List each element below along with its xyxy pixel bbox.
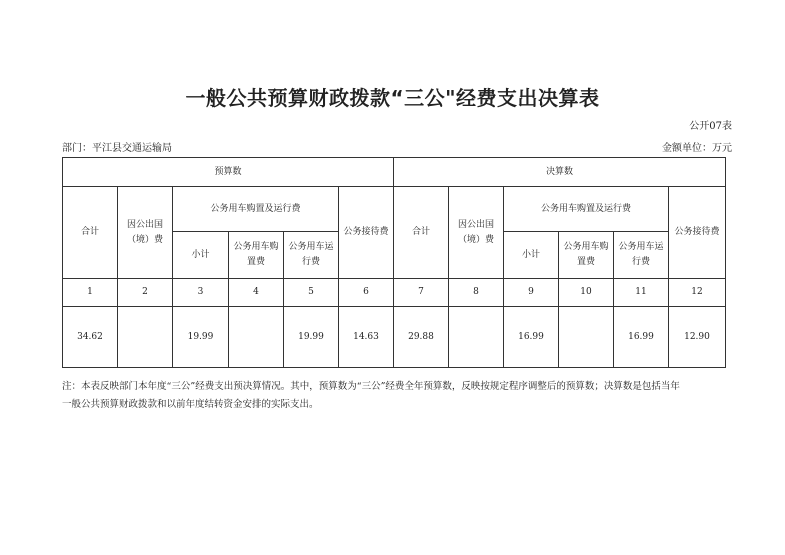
final-abroad-line1: 因公出国 [457,219,494,230]
final-abroad-header [449,187,504,279]
budget-vehicle-purchase-line2: 置费 [246,257,265,267]
budget-vehicle-operation-header [284,232,339,279]
budget-abroad-line2: （境）费 [126,234,163,245]
budget-vehicle-operation-line1: 公务用车运 [288,242,334,252]
final-total-value: 29.88 [394,307,449,368]
budget-subtotal-value: 19.99 [173,307,229,368]
col-number: 6 [339,279,394,307]
col-number: 2 [118,279,173,307]
final-abroad-value [449,307,504,368]
final-vehicle-operation-header [614,232,669,279]
budget-vehicle-purchase-line1: 公务用车购 [233,242,279,252]
final-reception-header: 公务接待费 [669,187,726,279]
final-abroad-line2: （境）费 [457,234,494,245]
final-total-header: 合计 [394,187,449,279]
final-vehicle-operation-line2: 行费 [631,257,650,267]
col-number: 5 [284,279,339,307]
final-vehicle-operation-value: 16.99 [614,307,669,368]
final-subtotal-header: 小计 [504,232,559,279]
budget-abroad-header [118,187,173,279]
budget-header: 预算数 [63,158,394,187]
budget-vehicle-purchase-value [229,307,284,368]
budget-total-value: 34.62 [63,307,118,368]
budget-subtotal-header: 小计 [173,232,229,279]
budget-abroad-value [118,307,173,368]
page-title: 一般公共预算财政拨款“三公"经费支出决算表 [185,86,600,110]
col-number: 10 [559,279,614,307]
final-vehicle-purchase-value [559,307,614,368]
col-number: 3 [173,279,229,307]
final-vehicle-purchase-line1: 公务用车购 [563,242,609,252]
table-note [62,378,734,414]
value-row [63,307,726,368]
final-vehicle-operation-line1: 公务用车运 [618,242,664,252]
col-number: 1 [63,279,118,307]
final-vehicle-purchase-header [559,232,614,279]
budget-reception-header: 公务接待费 [339,187,394,279]
final-header: 决算数 [394,158,726,187]
col-number: 8 [449,279,504,307]
form-number: 公开07表 [689,121,732,132]
budget-reception-value: 14.63 [339,307,394,368]
final-vehicle-purchase-line2: 置费 [576,257,595,267]
amount-unit-label: 金额单位：万元 [662,143,732,154]
note-line-2: 一般公共预算财政拨款和以前年度结转资金安排的实际支出。 [62,399,319,410]
budget-total-header: 合计 [63,187,118,279]
budget-vehicle-header: 公务用车购置及运行费 [173,187,339,232]
budget-vehicle-purchase-header [229,232,284,279]
column-number-row [63,279,726,307]
three-public-expenses-table [62,157,726,368]
budget-vehicle-operation-value: 19.99 [284,307,339,368]
final-subtotal-value: 16.99 [504,307,559,368]
department-label: 部门：平江县交通运输局 [62,143,172,154]
col-number: 11 [614,279,669,307]
budget-vehicle-operation-line2: 行费 [301,257,320,267]
budget-abroad-line1: 因公出国 [126,219,163,230]
col-number: 9 [504,279,559,307]
col-number: 12 [669,279,726,307]
final-vehicle-header: 公务用车购置及运行费 [504,187,669,232]
note-line-1: 注：本表反映部门本年度“三公”经费支出预决算情况。其中，预算数为“三公”经费全年预算数，反映按规定程序调整后的预算数；决算数是包括当年 [62,381,680,392]
col-number: 7 [394,279,449,307]
final-reception-value: 12.90 [669,307,726,368]
col-number: 4 [229,279,284,307]
